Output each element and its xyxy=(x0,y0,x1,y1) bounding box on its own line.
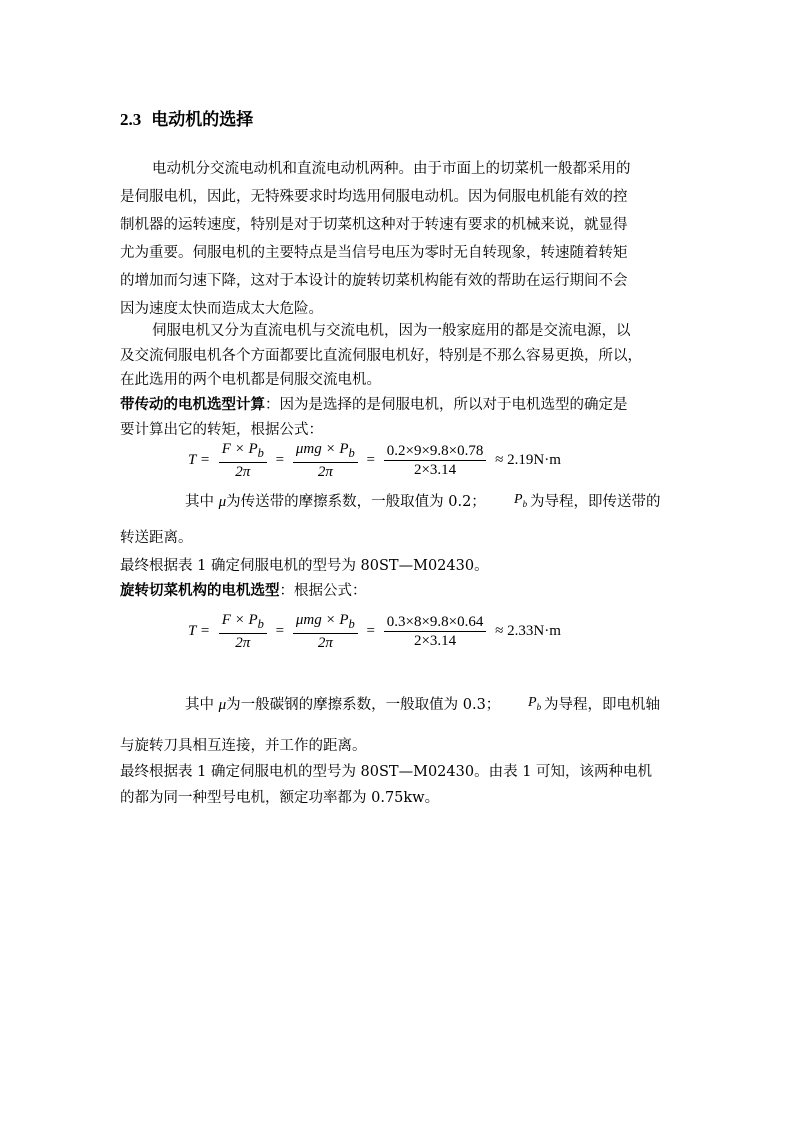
section2-conclusion-2: 的都为同一种型号电机，额定功率都为 0.75kw。 xyxy=(120,790,440,806)
subscript: b xyxy=(257,617,264,631)
formula-lhs: T = xyxy=(188,452,210,468)
section1-note xyxy=(185,490,486,511)
fraction-2 xyxy=(293,440,358,481)
note-text: 其中 xyxy=(185,697,214,713)
fraction-denominator: 2π xyxy=(317,635,333,651)
section1-note-c: 为导程，即传送带的 xyxy=(530,494,661,510)
section-heading xyxy=(120,105,253,130)
fraction-1 xyxy=(219,440,267,481)
fraction-denominator: 2×3.14 xyxy=(413,462,457,478)
paragraph-line: 伺服电机又分为直流电机与交流电机，因为一般家庭用的都是交流电源，以 xyxy=(152,323,631,339)
paragraph-line: 电动机分交流电动机和直流电动机两种。由于市面上的切菜机一般都采用的 xyxy=(152,161,631,177)
section-title: 电动机的选择 xyxy=(151,110,254,130)
section1-text2: 要计算出它的转矩，根据公式： xyxy=(120,422,323,438)
section2-conclusion-1: 最终根据表 1 确定伺服电机的型号为 80ST—M02430。由表 1 可知，该两种电机 xyxy=(120,764,653,780)
paragraph-line: 尤为重要。伺服电机的主要特点是当信号电压为零时无自转现象，转速随着转矩 xyxy=(120,245,628,261)
torque-formula-2: T = $\frac{F \times P_b}{2\pi}$ = $\frac{\mu mg \times P_b}{2\pi}$ = $\frac{0.3\times 8\times 9.8\times 0.64}{2\times 3.14}$ ≈ 2.33N·m xyxy=(188,612,561,651)
fraction-numerator: F × P xyxy=(221,441,258,457)
fraction-denominator: 2π xyxy=(235,464,251,480)
fraction-3 xyxy=(384,613,487,650)
section1-label: 带传动的电机选型计算 xyxy=(120,396,265,413)
fraction-numerator: μmg × P xyxy=(295,441,349,457)
fraction-numerator: 0.2×9×9.8×0.78 xyxy=(384,442,487,461)
paragraph-line: 的增加而匀速下降，这对于本设计的旋转切菜机构能有效的帮助在运行期间不会 xyxy=(120,273,628,289)
mu-symbol: μ xyxy=(218,697,227,713)
fraction-numerator: F × P xyxy=(221,612,258,628)
formula-result: ≈ 2.33N·m xyxy=(495,623,561,639)
fraction-denominator: 2π xyxy=(235,635,251,651)
formula-result: ≈ 2.19N·m xyxy=(495,452,561,468)
fraction-3 xyxy=(384,442,487,479)
fraction-2 xyxy=(293,611,358,652)
torque-formula-1: T = $\frac{F \times P_b}{2\pi}$ = $\frac{\mu mg \times P_b}{2\pi}$ = $\frac{0.2\times 9\times 9.8\times 0.78}{2\times 3.14}$ ≈ 2.19N·m xyxy=(188,441,561,480)
section1-note-d: 转送距离。 xyxy=(120,530,193,546)
fraction-numerator: μmg × P xyxy=(295,612,349,628)
fraction-1 xyxy=(219,611,267,652)
fraction-denominator: 2×3.14 xyxy=(413,633,457,649)
fraction-denominator: 2π xyxy=(317,464,333,480)
paragraph-line: 制机器的运转速度，特别是对于切菜机这种对于转速有要求的机械来说，就显得 xyxy=(120,217,628,233)
paragraph-line: 及交流伺服电机各个方面都要比直流伺服电机好，特别是不那么容易更换，所以， xyxy=(120,348,642,364)
subscript: b xyxy=(257,446,264,460)
paragraph-line: 在此选用的两个电机都是伺服交流电机。 xyxy=(120,372,381,388)
pb-subscript: b xyxy=(522,498,528,509)
note-text: 为一般碳钢的摩擦系数，一般取值为 0.3； xyxy=(226,697,501,713)
paragraph-line: 因为速度太快而造成太大危险。 xyxy=(120,301,323,317)
section2-note-d: 与旋转刀具相互连接，并工作的距离。 xyxy=(120,738,367,754)
note-text: 其中 xyxy=(185,494,214,510)
pb-subscript: b xyxy=(536,701,542,712)
section2-text: ：根据公式： xyxy=(279,583,367,599)
note-text: 为传送带的摩擦系数，一般取值为 0.2； xyxy=(226,494,486,510)
mu-symbol: μ xyxy=(218,494,227,510)
formula-lhs: T = xyxy=(188,623,210,639)
section2-note-c: 为导程，即电机轴 xyxy=(544,697,660,713)
section2-note xyxy=(185,693,500,714)
subscript: b xyxy=(348,446,355,460)
section2-label: 旋转切菜机构的电机选型 xyxy=(120,582,280,599)
section1-text: ：因为是选择的是伺服电机，所以对于电机选型的确定是 xyxy=(265,397,628,413)
fraction-numerator: 0.3×8×9.8×0.64 xyxy=(384,613,487,632)
pb-letter: P xyxy=(514,492,523,507)
pb-letter: P xyxy=(528,695,537,710)
section2-intro xyxy=(120,579,367,600)
pb-symbol xyxy=(528,695,541,712)
section1-conclusion: 最终根据表 1 确定伺服电机的型号为 80ST—M02430。 xyxy=(120,558,489,574)
subscript: b xyxy=(348,617,355,631)
pb-symbol xyxy=(514,492,527,509)
section1-intro xyxy=(120,393,628,414)
section-number: 2.3 xyxy=(120,110,142,129)
paragraph-line: 是伺服电机，因此，无特殊要求时均选用伺服电动机。因为伺服电机能有效的控 xyxy=(120,189,628,205)
